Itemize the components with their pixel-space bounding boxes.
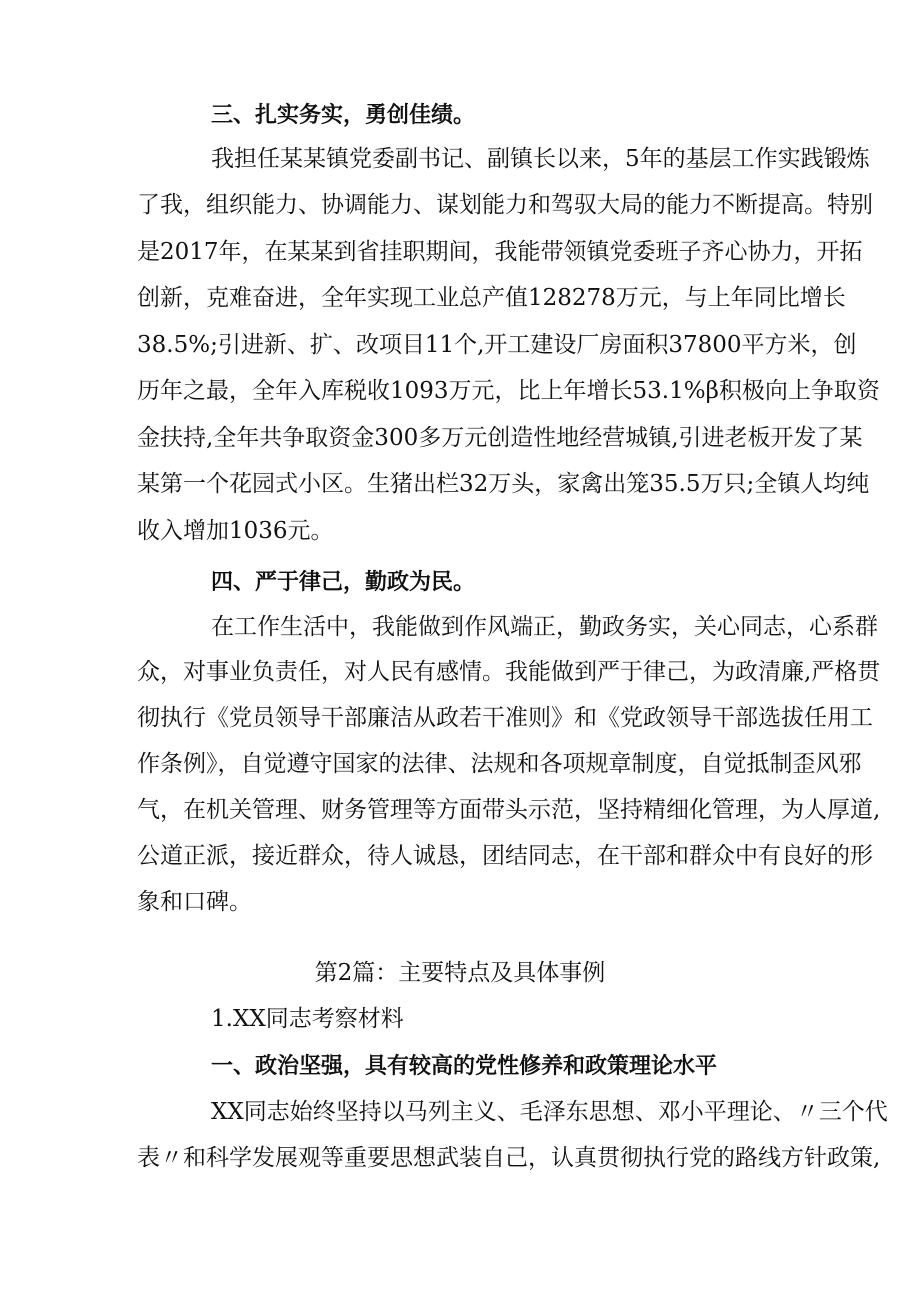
paragraph-line: 历年之最，全年入库税收1093万元，比上年增长53.1%β积极向上争取资 (137, 378, 880, 404)
paragraph-line: 气，在机关管理、财务管理等方面带头示范，坚持精细化管理，为人厚道, (137, 797, 881, 823)
paragraph-line: 彻执行《党员领导干部廉洁从政若干准则》和《党政领导干部选拔任用工 (137, 705, 873, 731)
paragraph-line: 了我，组织能力、协调能力、谋划能力和驾驭大局的能力不断提高。特别 (137, 192, 873, 218)
article-subtitle: 1.XX同志考察材料 (211, 1006, 404, 1032)
paragraph-line: 收入增加1036元。 (137, 518, 334, 544)
section-heading-4: 四、严于律己，勤政为民。 (211, 570, 476, 595)
paragraph-line: 表〃和科学发展观等重要思想武装自己，认真贯彻执行党的路线方针政策, (137, 1145, 881, 1171)
section-heading-3: 三、扎实务实，勇创佳绩。 (211, 103, 476, 128)
paragraph-line: 某第一个花园式小区。生猪出栏32万头，家禽出笼35.5万只;全镇人均纯 (137, 471, 870, 497)
section-heading-1: 一、政治坚强，具有较高的党性修养和政策理论水平 (211, 1054, 718, 1079)
paragraph-line: 公道正派，接近群众，待人诚恳，团结同志，在干部和群众中有良好的形 (137, 843, 873, 869)
paragraph-line: 创新，克难奋进，全年实现工业总产值128278万元，与上年同比增长 (137, 285, 846, 311)
article-title: 第2篇：主要特点及具体事例 (314, 960, 606, 986)
paragraph-line: 在工作生活中，我能做到作风端正，勤政务实，关心同志，心系群 (211, 614, 878, 640)
paragraph-line: 38.5%;引进新、扩、改项目11个,开工建设厂房面积37800平方米，创 (137, 332, 857, 358)
paragraph-line: XX同志始终坚持以马列主义、毛泽东思想、邓小平理论、〃三个代 (211, 1099, 888, 1125)
paragraph-line: 我担任某某镇党委副书记、副镇长以来，5年的基层工作实践锻炼 (211, 146, 870, 172)
paragraph-line: 象和口碑。 (137, 889, 252, 915)
paragraph-line: 金扶持,全年共争取资金300多万元创造性地经营城镇,引进老板开发了某 (137, 425, 863, 451)
paragraph-line: 是2017年，在某某到省挂职期间，我能带领镇党委班子齐心协力，开拓 (137, 239, 863, 265)
paragraph-line: 作条例》，自觉遵守国家的法律、法规和各项规章制度，自觉抵制歪风邪 (137, 751, 862, 777)
paragraph-line: 众，对事业负责任，对人民有感情。我能做到严于律己，为政清廉,严格贯 (137, 659, 881, 685)
